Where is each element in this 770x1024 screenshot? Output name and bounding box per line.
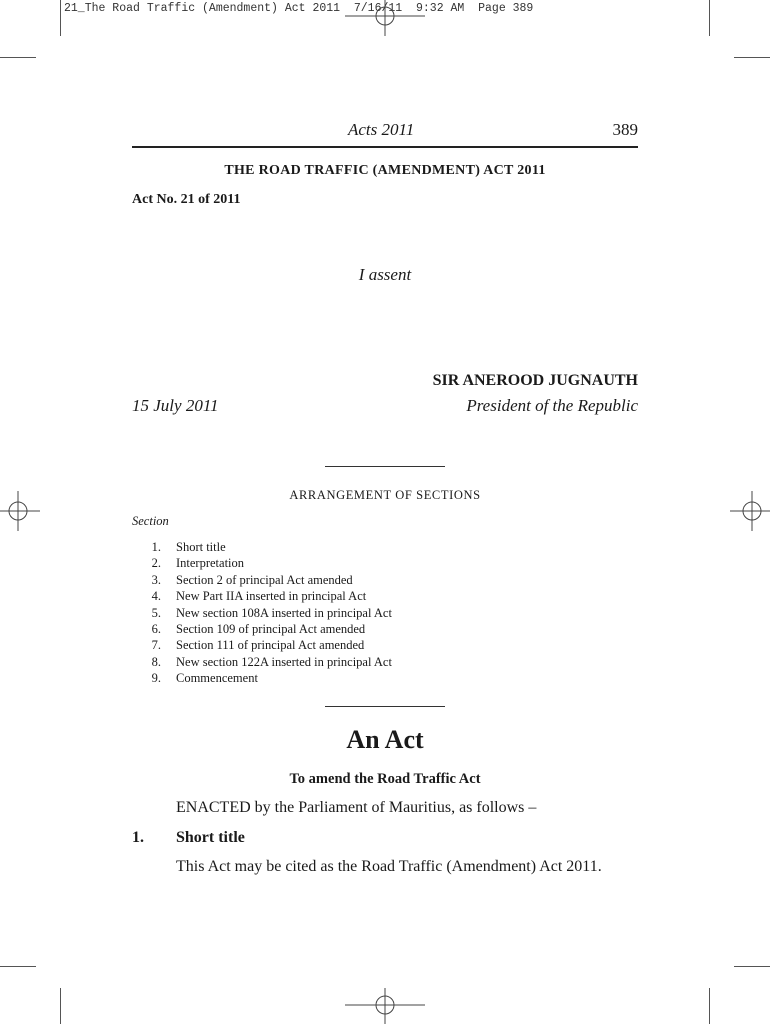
president-title: President of the Republic — [466, 396, 638, 415]
section-item-title: New section 108A inserted in principal Act — [176, 605, 392, 620]
section-item-title: New section 122A inserted in principal Act — [176, 654, 392, 669]
enacting-formula: ENACTED by the Parliament of Mauritius, as follows – — [176, 799, 537, 816]
section-number: 1. — [132, 829, 144, 846]
assent-text: I assent — [358, 265, 412, 284]
page-number: 389 — [612, 120, 638, 139]
running-head — [132, 120, 638, 148]
slug-page: Page 389 — [478, 2, 534, 15]
section-item-number: 2. — [151, 556, 161, 571]
section-item-number: 4. — [151, 589, 161, 604]
list-item — [132, 670, 258, 686]
registration-mark-left — [0, 491, 40, 531]
registration-mark-right — [730, 491, 770, 531]
long-title: To amend the Road Traffic Act — [289, 771, 481, 787]
separator-rule — [325, 706, 445, 707]
sections-list — [132, 539, 392, 687]
section-item-title: Section 111 of principal Act amended — [176, 638, 365, 653]
list-item — [132, 555, 245, 571]
slug-date: 7/16/11 — [353, 2, 403, 15]
section-item-number: 5. — [151, 605, 161, 620]
section-item-number: 1. — [151, 540, 161, 554]
list-item — [132, 621, 366, 637]
section-item-title: Section 2 of principal Act amended — [176, 572, 353, 587]
section-item-number: 9. — [151, 671, 161, 686]
arrangement-heading: ARRANGEMENT OF SECTIONS — [289, 488, 481, 502]
running-head-title: Acts 2011 — [348, 120, 415, 139]
president-name: SIR ANEROOD JUGNAUTH — [432, 372, 638, 389]
list-item — [132, 654, 392, 670]
list-item — [132, 539, 226, 555]
slug-filename: 21_The Road Traffic (Amendment) Act 2011 — [64, 2, 341, 15]
section-item-number: 7. — [151, 638, 161, 653]
section-text: This Act may be cited as the Road Traffic (Amendment) Act 2011. — [176, 858, 602, 875]
list-item — [132, 588, 367, 604]
list-item — [132, 637, 365, 653]
act-title: THE ROAD TRAFFIC (AMENDMENT) ACT 2011 — [224, 163, 546, 178]
section-item-title: Interpretation — [176, 556, 245, 571]
printer-slug — [64, 2, 533, 15]
section-item-title: Short title — [176, 540, 226, 554]
section-item-title: New Part IIA inserted in principal Act — [176, 589, 367, 604]
assent-date: 15 July 2011 — [132, 396, 219, 415]
section-item-title: Section 109 of principal Act amended — [176, 621, 366, 636]
section-heading: Short title — [176, 829, 245, 846]
section-column-label: Section — [132, 514, 169, 528]
section-item-number: 8. — [151, 654, 161, 669]
slug-time: 9:32 AM — [415, 2, 465, 15]
section-item-title: Commencement — [176, 671, 258, 686]
an-act-heading: An Act — [346, 725, 424, 754]
list-item — [132, 605, 392, 621]
act-number: Act No. 21 of 2011 — [132, 192, 241, 207]
list-item — [132, 572, 353, 588]
separator-rule — [325, 466, 445, 467]
registration-mark-top — [345, 0, 425, 36]
registration-mark-bottom — [345, 988, 425, 1024]
section-item-number: 3. — [151, 572, 161, 587]
section-item-number: 6. — [151, 621, 161, 636]
